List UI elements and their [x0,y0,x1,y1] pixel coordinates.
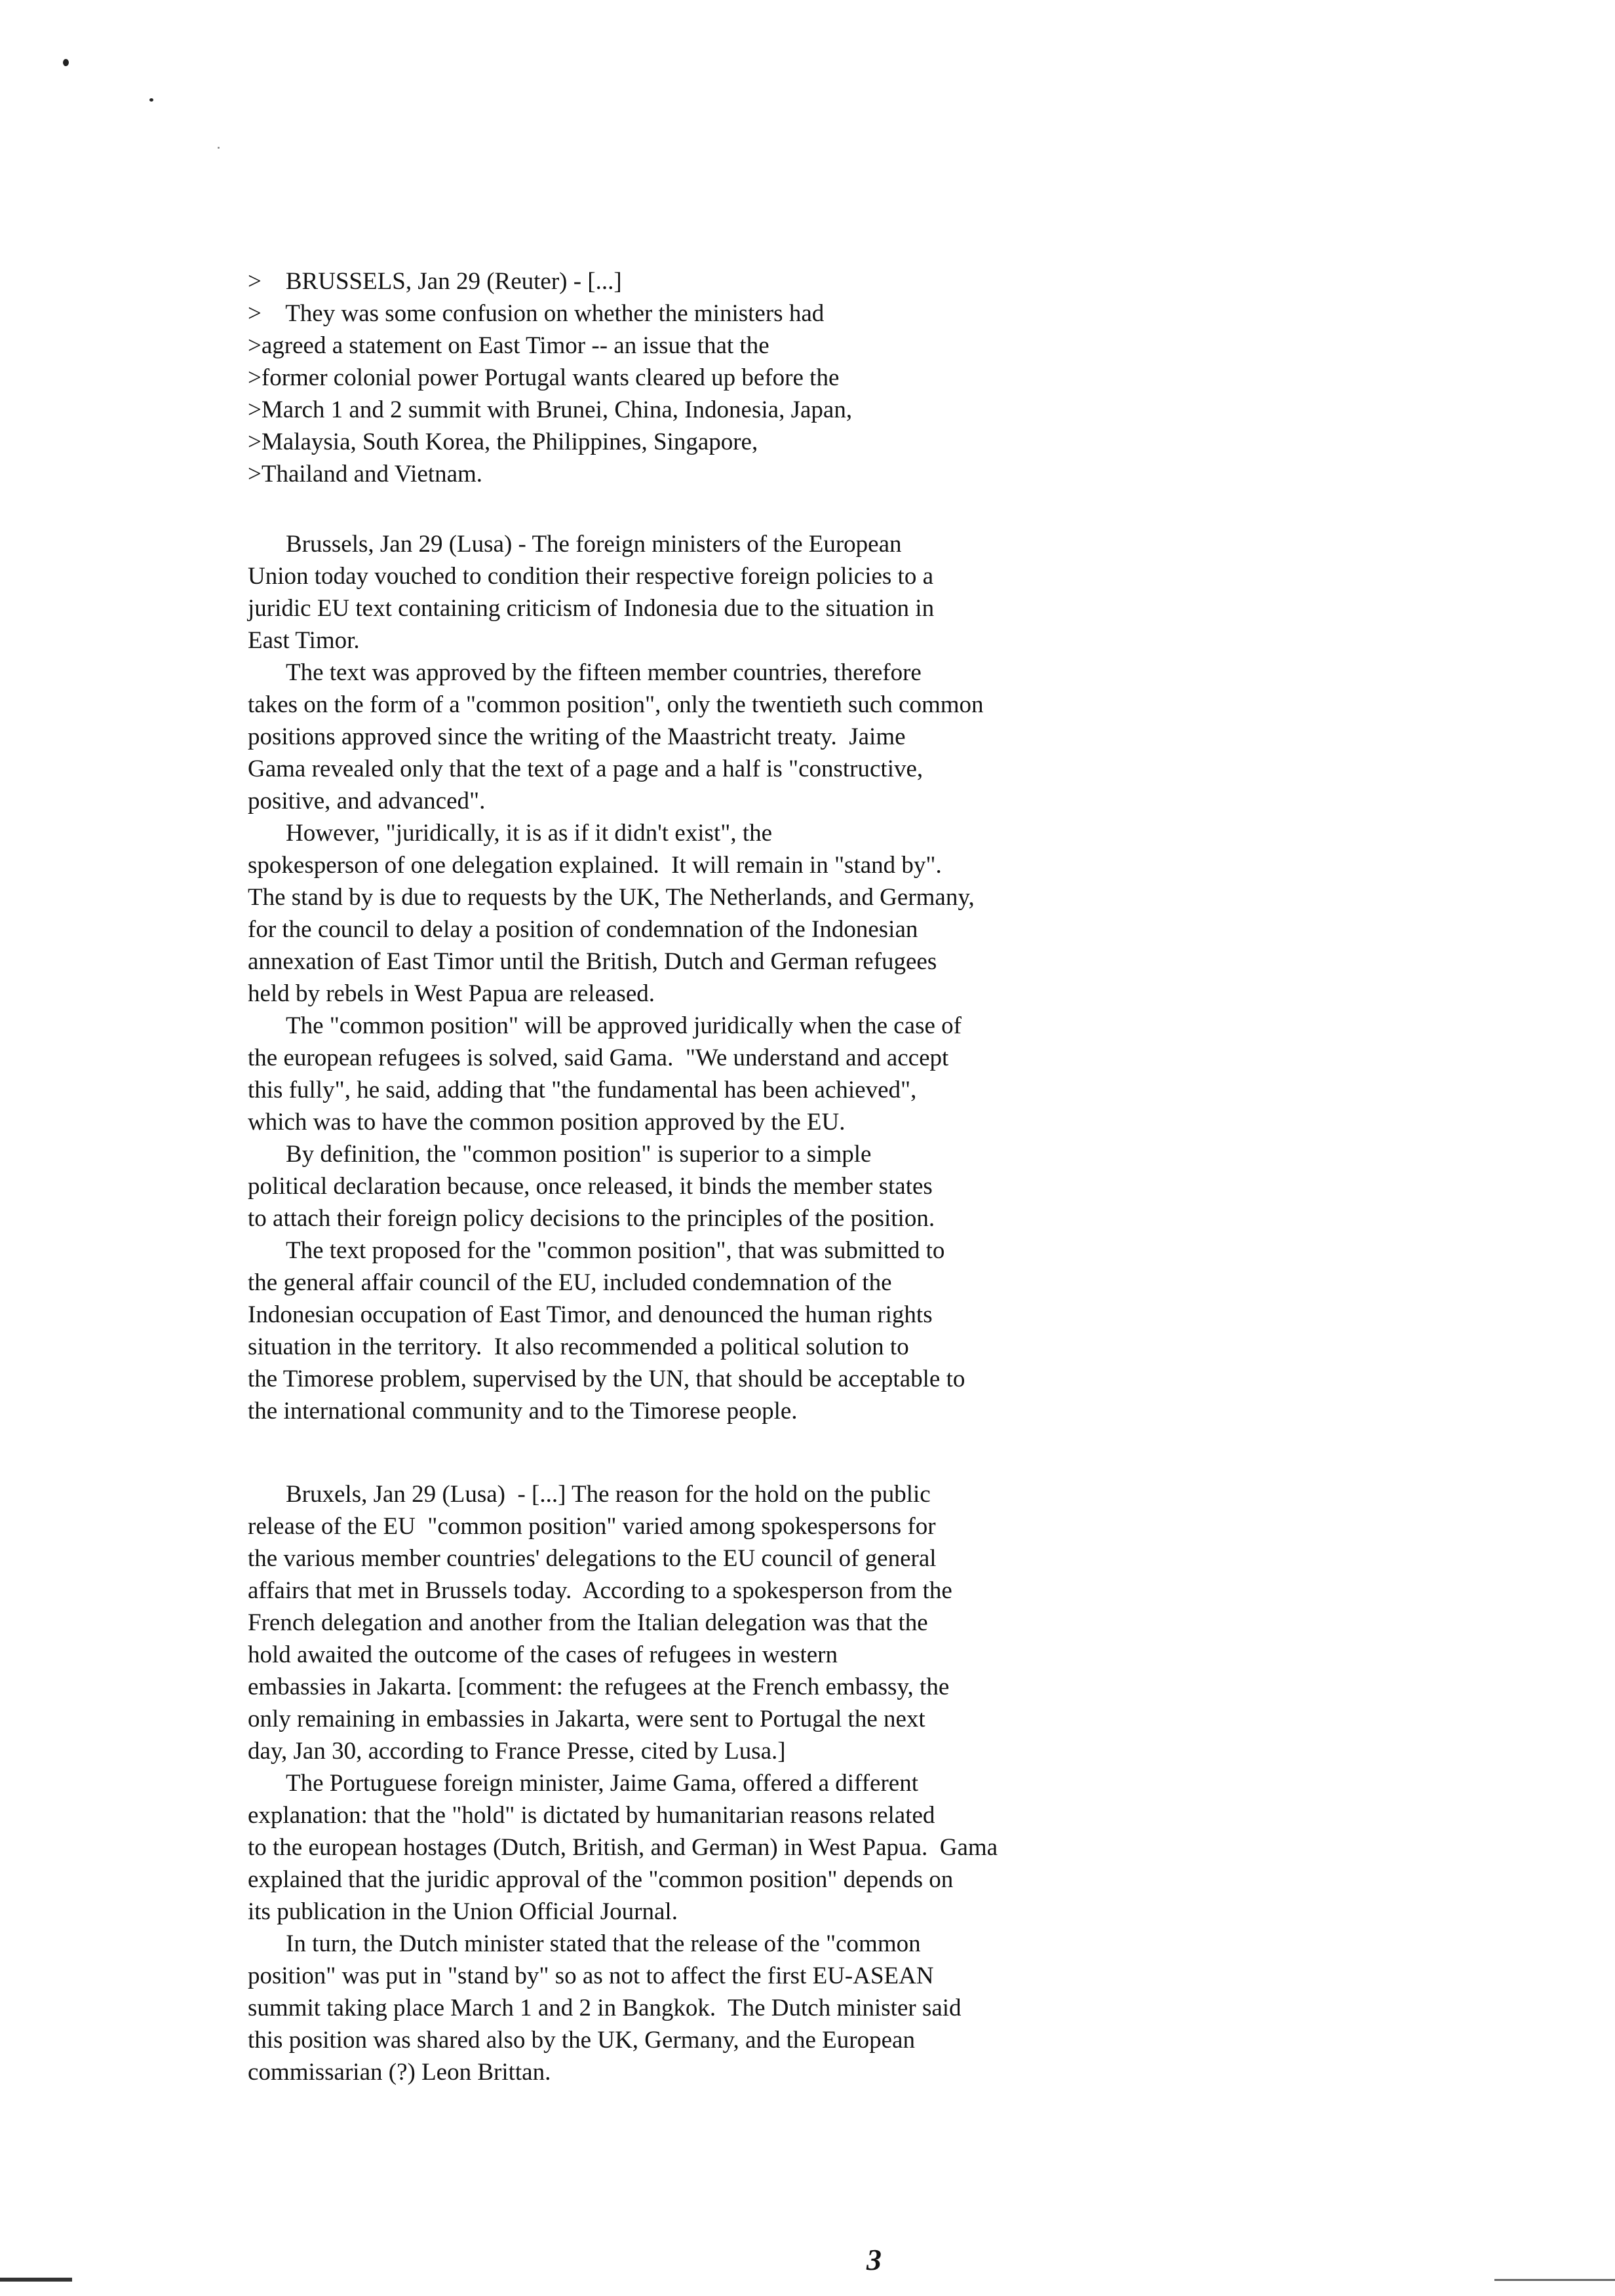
text-line: only remaining in embassies in Jakarta, were sent to Portugal the next [248,1706,925,1732]
quote-line: >former colonial power Portugal wants cleared up before the [248,364,840,391]
text-line: The text was approved by the fifteen member countries, therefore [286,659,922,686]
text-line: day, Jan 30, according to France Presse, cited by Lusa.] [248,1738,786,1765]
text-line: for the council to delay a position of condemnation of the Indonesian [248,916,918,943]
text-line: position" was put in "stand by" so as not to affect the first EU-ASEAN [248,1962,934,1989]
text-line: the general affair council of the EU, included condemnation of the [248,1269,892,1296]
text-line: affairs that met in Brussels today. According to a spokesperson from the [248,1577,952,1604]
scan-speck [149,98,153,102]
text-line: political declaration because, once released, it binds the member states [248,1173,933,1200]
text-line: East Timor. [248,627,360,654]
quote-line: >Malaysia, South Korea, the Philippines, Singapore, [248,429,758,455]
scan-speck [63,59,69,66]
quote-line: > They was some confusion on whether the ministers had [248,300,825,327]
text-line: Indonesian occupation of East Timor, and denounced the human rights [248,1301,933,1328]
quote-line: >Thailand and Vietnam. [248,461,483,488]
text-line: the european refugees is solved, said Gama. "We understand and accept [248,1044,949,1071]
text-line: Brussels, Jan 29 (Lusa) - The foreign ministers of the European [286,531,902,558]
text-line: The text proposed for the "common position", that was submitted to [286,1237,945,1264]
text-line: French delegation and another from the Italian delegation was that the [248,1609,928,1636]
text-line: Gama revealed only that the text of a page and a half is "constructive, [248,756,924,782]
paragraph [248,1234,1493,1427]
text-line: situation in the territory. It also recommended a political solution to [248,1333,909,1360]
paragraph [248,1478,1493,1767]
text-line: annexation of East Timor until the British, Dutch and German refugees [248,948,937,975]
paragraph [248,817,1493,1010]
text-line: positions approved since the writing of the Maastricht treaty. Jaime [248,723,906,750]
text-line: positive, and advanced". [248,788,486,814]
text-line: the Timorese problem, supervised by the UN, that should be acceptable to [248,1366,965,1392]
text-line: takes on the form of a "common position", only the twentieth such common [248,691,984,718]
reuters-quote [248,265,1493,490]
paragraph [248,1138,1493,1234]
text-line: Bruxels, Jan 29 (Lusa) - [...] The reason for the hold on the public [286,1481,931,1508]
lusa-report-1 [248,528,1493,1427]
text-line: which was to have the common position approved by the EU. [248,1109,846,1136]
text-line: However, "juridically, it is as if it didn't exist", the [286,820,773,847]
text-line: In turn, the Dutch minister stated that the release of the "common [286,1930,921,1957]
text-line: embassies in Jakarta. [comment: the refugees at the French embassy, the [248,1674,950,1700]
paragraph [248,657,1493,817]
quote-line: >agreed a statement on East Timor -- an issue that the [248,332,769,359]
scan-edge-mark [0,2278,72,2282]
text-line: its publication in the Union Official Journal. [248,1898,678,1925]
text-line: commissarian (?) Leon Brittan. [248,2059,551,2086]
text-line: The Portuguese foreign minister, Jaime Gama, offered a different [286,1770,918,1797]
paragraph [248,1010,1493,1138]
text-line: explanation: that the "hold" is dictated by humanitarian reasons related [248,1802,935,1829]
text-line: summit taking place March 1 and 2 in Bangkok. The Dutch minister said [248,1995,962,2021]
text-line: hold awaited the outcome of the cases of refugees in western [248,1641,838,1668]
scan-speck [218,147,220,149]
text-line: spokesperson of one delegation explained. It will remain in "stand by". [248,852,942,879]
paragraph [248,528,1493,657]
text-line: the international community and to the Timorese people. [248,1398,798,1425]
quote-line: >March 1 and 2 summit with Brunei, China, Indonesia, Japan, [248,396,853,423]
text-line: to the european hostages (Dutch, British, and German) in West Papua. Gama [248,1834,998,1861]
text-line: the various member countries' delegations to the EU council of general [248,1545,937,1572]
text-line: explained that the juridic approval of the "common position" depends on [248,1866,954,1893]
text-line: juridic EU text containing criticism of Indonesia due to the situation in [248,595,935,622]
paragraph [248,1928,1493,2088]
paragraph [248,1767,1493,1928]
text-line: The "common position" will be approved juridically when the case of [286,1012,962,1039]
lusa-report-2 [248,1478,1493,2088]
page-number: 3 [866,2243,882,2276]
scan-edge-mark [1494,2279,1615,2281]
text-line: held by rebels in West Papua are released. [248,980,655,1007]
text-line: this position was shared also by the UK, Germany, and the European [248,2027,915,2054]
text-line: Union today vouched to condition their respective foreign policies to a [248,563,933,590]
text-line: this fully", he said, adding that "the fundamental has been achieved", [248,1077,917,1103]
text-line: release of the EU "common position" varied among spokespersons for [248,1513,936,1540]
text-line: to attach their foreign policy decisions to the principles of the position. [248,1205,935,1232]
quote-line: > BRUSSELS, Jan 29 (Reuter) - [...] [248,268,622,295]
text-line: By definition, the "common position" is superior to a simple [286,1141,872,1168]
text-line: The stand by is due to requests by the UK, The Netherlands, and Germany, [248,884,975,911]
